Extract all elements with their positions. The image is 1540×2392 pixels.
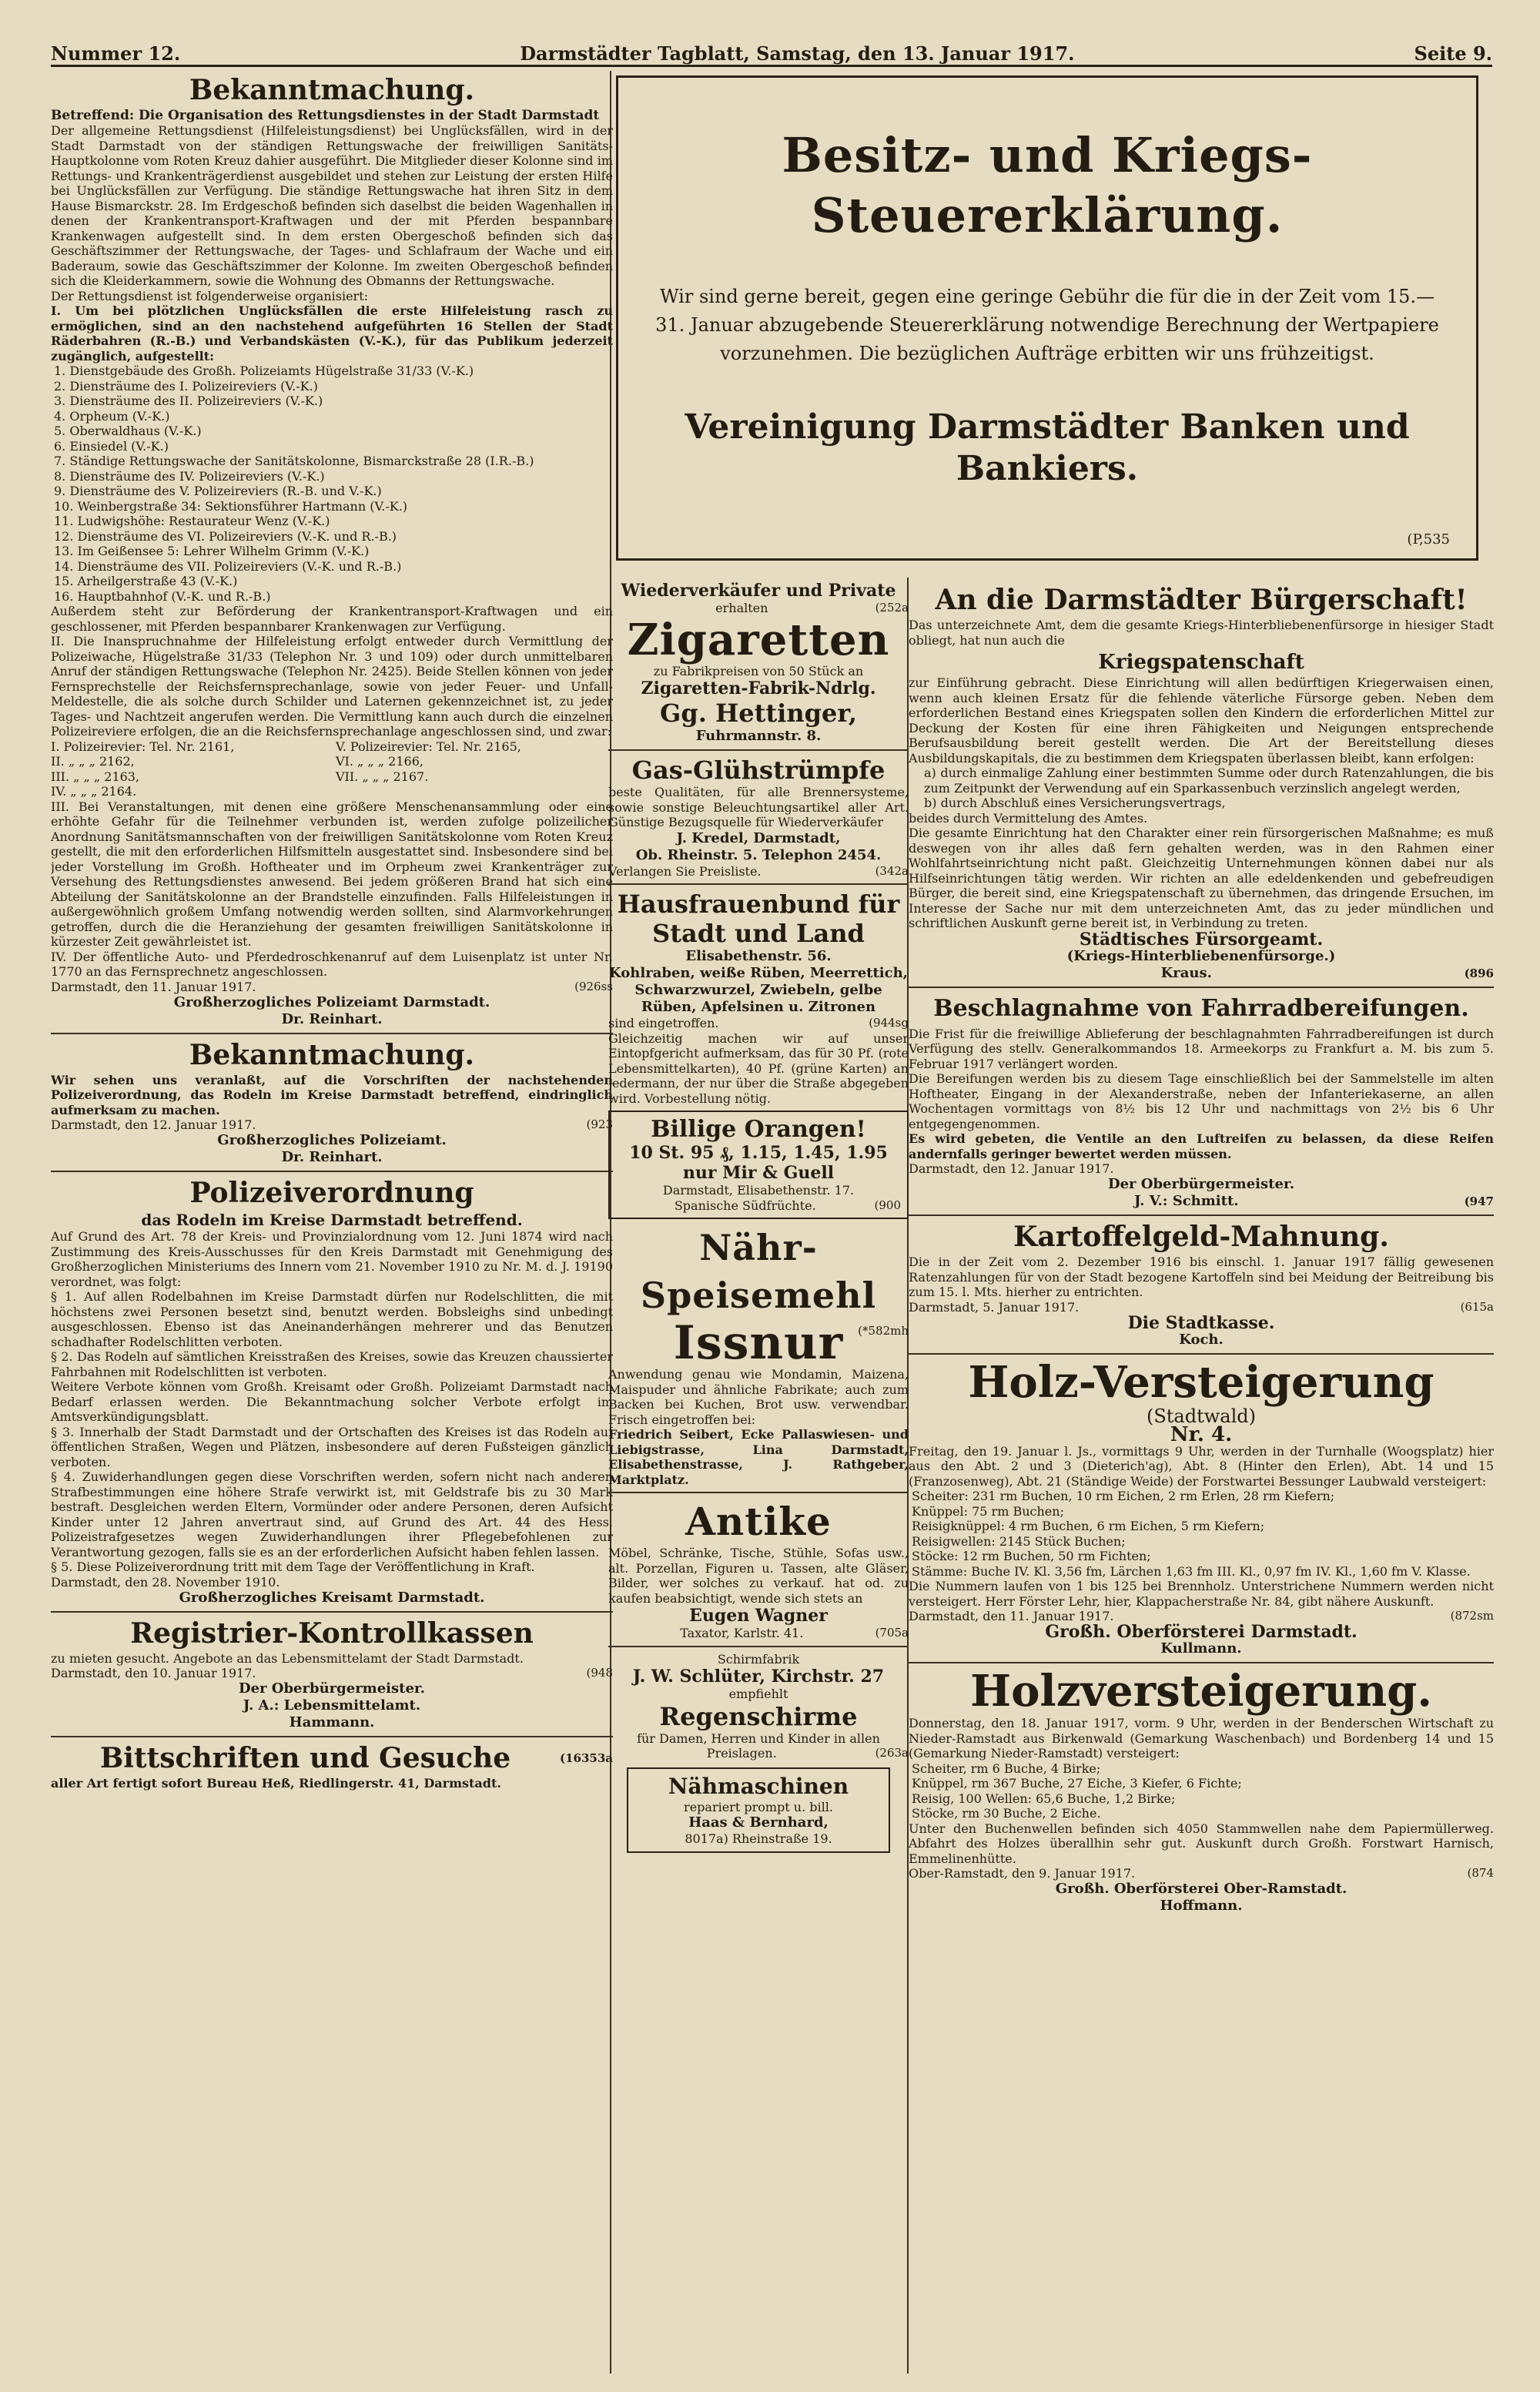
notice-paragraph: Der Rettungsdienst ist folgenderweise organisiert: [51,288,369,303]
notice-paragraph: § 5. Diese Polizeiverordnung tritt mit dem Tage der Veröffentlichung in Kraft. [51,1559,535,1574]
notice-date-line [51,980,613,994]
ad-headline: Besitz- und Kriegs-Steuererklärung. [782,127,1313,243]
notice-date: Darmstadt, den 12. Januar 1917. [51,1117,256,1132]
notice-date-line [909,1866,1494,1881]
ad-brand: Issnur [673,1316,844,1370]
notice-date: Darmstadt, den 11. Januar 1917. [51,979,256,994]
ad-text: Möbel, Schränke, Tische, Stühle, Sofas usw., alt. Porzellan, Figuren u. Tassen, alte Gläser, Bilder, wer solches zu verkauf. hat od. zu kaufen beabsichtigt, wende sich stets an [608,1546,909,1606]
ad-line [608,1626,909,1641]
ad-title: Bittschriften und Gesuche [99,1742,511,1774]
middle-column [608,581,909,2375]
notice-code: (923 [586,1117,613,1131]
list-item: Knüppel, rm 367 Buche, 27 Eiche, 3 Kiefer, 6 Fichte; [912,1776,1242,1791]
notice-paragraph: Auf Grund des Art. 78 der Kreis- und Provinzialordnung vom 12. Juni 1874 wird nach Zustimmung des Kreis-Ausschusses für den Kreis Darmstadt mit Genehmigung des Großherzoglichen Ministeriums des Innern vom 21. November 1910 zu Nr. M. d. J. 19190 verordnet, was folgt: [51,1229,613,1289]
notice-signature: Der Oberbürgermeister. [1107,1176,1295,1192]
notice-paragraph: § 1. Auf allen Rodelbahnen im Kreise Darmstadt dürfen nur Rodelschlitten, die mit höchstens zwei Personen besetzt sind, benutzt werden. Bobsleighs sind unbedingt ausgeschlossen. Ebenso ist das Aneinanderhängen mehrerer und das Benutzen schadhafter Rodelschlitten verboten. [51,1289,613,1349]
list-item: 9. Diensträume des V. Polizeireviers (R.-B. und V.-K.) [54,484,382,498]
notice-signature: Dr. Reinhart. [281,1149,383,1165]
notice-paragraph: Es wird gebeten, die Ventile an den Luftreifen zu belassen, da diese Reifen andernfalls geringer bewertet werden müssen. [909,1131,1494,1161]
notice-date-line [51,1666,613,1680]
page-header [51,37,1492,67]
notice-code: (874 [1467,1866,1494,1880]
ad-text: zu Fabrikpreisen von 50 Stück an [653,663,864,678]
ad-items: Kohlraben, weiße Rüben, Meerrettich, Schwarzwurzel, Zwiebeln, gelbe Rüben, Apfelsinen u. Zitronen [609,965,908,1015]
list-item: 8. Diensträume des IV. Polizeireviers (V.-K.) [54,468,325,484]
ad-text: Spanische Südfrüchte. [674,1198,816,1213]
ad-text: für Damen, Herren und Kinder in allen Preislagen. [637,1730,880,1760]
notice-date: Ober-Ramstadt, den 9. Januar 1917. [909,1866,1136,1881]
divider [909,1662,1494,1663]
notice-title: Kartoffelgeld-Mahnung. [1013,1221,1389,1253]
notice-paragraph: Die Nummern laufen von 1 bis 125 bei Brennholz. Unterstrichene Nummern werden nicht versteigert. Herr Förster Lehr, hier, Klappacherstraße Nr. 84, gibt nähere Auskunft. [909,1579,1494,1609]
notice-signature: Großherzogliches Polizeiamt. [217,1132,447,1148]
list-item: 10. Weinbergstraße 34: Sektionsführer Hartmann (V.-K.) [54,498,408,514]
notice-paragraph: aller Art fertigt sofort Bureau Heß, Riedlingerstr. 41, Darmstadt. [51,1776,501,1791]
notice-code: (947 [1464,1194,1494,1208]
list-item: 7. Ständige Rettungswache der Sanitätskolonne, Bismarckstraße 28 (I.R.-B.) [54,454,534,468]
ad-text: beste Qualitäten, für alle Brennersysteme, sowie sonstige Beleuchtungsartikel aller Art. Günstige Bezugsquelle für Wiederverkäufer [608,785,909,829]
tax-declaration-advertisement [616,75,1478,561]
potato-money-notice [909,1221,1494,1348]
list-item: 5. Oberwaldhaus (V.-K.) [54,424,202,438]
notice-date-line [51,1117,613,1132]
ad-line [608,1731,909,1761]
ad-code: (342a [875,863,909,878]
list-item: Reisig, 100 Wellen: 65,6 Buche, 1,2 Birke; [912,1791,1176,1806]
ad-code: (*582mh [858,1324,909,1338]
notice-signature: Großh. Oberförsterei Ober-Ramstadt. [1055,1881,1348,1897]
notice-date: Darmstadt, 5. Januar 1917. [909,1299,1080,1315]
list-item: 14. Diensträume des VII. Polizeireviers (V.-K. und R.-B.) [54,558,402,574]
list-item: Stöcke, rm 30 Buche, 2 Eiche. [912,1806,1101,1821]
ad-firm: nur Mir & Guell [682,1163,835,1183]
list-item: 15. Arheilgerstraße 43 (V.-K.) [54,574,238,588]
notice-subject: Betreffend: Die Organisation des Rettungsdienstes in der Stadt Darmstadt [51,108,600,123]
notice-paragraph: § 3. Innerhalb der Stadt Darmstadt und der Ortschaften des Kreises ist das Rodeln auf öffentlichen Straßen, Wegen und Plätzen, insbesondere auf deren Fußsteigen gänzlich verboten. [51,1424,613,1469]
petitions-ad [51,1742,613,1791]
notice-date: Darmstadt, den 28. November 1910. [51,1574,280,1590]
ad-code: 8017a) [685,1831,728,1846]
sewing-machines-ad [627,1767,890,1853]
notice-title: Holzversteigerung. [970,1666,1432,1717]
ad-line [608,601,909,616]
divider [51,1033,613,1034]
umbrellas-ad [608,1652,909,1761]
ad-line [634,1831,882,1847]
masthead-line: Darmstädter Tagblatt, Samstag, den 13. Januar 1917. [520,42,1075,65]
ad-text: sind eingetroffen. [608,1016,719,1030]
ad-line [608,864,909,879]
ad-code: (263a [875,1746,909,1760]
notice-code: (16353a [559,1751,613,1765]
notice-paragraph: zu mieten gesucht. Angebote an das Lebensmittelamt der Stadt Darmstadt. [51,1650,524,1666]
ad-name: Gg. Hettinger, [660,699,857,728]
notice-paragraph: Die Bereifungen werden bis zu diesem Tage einschließlich bei der Sammelstelle im alten Hoftheater, Eingang in der Alexanderstraße, neben der Infanteriekaserne, an allen Wochentagen vormittags von 8½ bis 12 Uhr und nachmittags von 2½ bis 6 Uhr entgegengenommen. [909,1071,1494,1131]
divider [909,1353,1494,1355]
list-item: 12. Diensträume des VI. Polizeireviers (V.-K. und R.-B.) [54,528,397,544]
divider [608,1646,909,1647]
ad-head: Schirmfabrik [717,1651,800,1667]
list-item: Scheiter: 231 rm Buchen, 10 rm Eichen, 2 rm Erlen, 28 rm Kiefern; [912,1489,1335,1503]
notice-signature: Der Oberbürgermeister. [238,1680,426,1697]
bicycle-tires-notice [909,993,1494,1211]
left-column [51,71,613,2374]
ad-firm: Haas & Bernhard, [688,1814,829,1831]
notice-title: Polizeiverordnung [189,1177,474,1209]
ad-address: Fuhrmannstr. 8. [695,728,822,744]
notice-signature: Großh. Oberförsterei Darmstadt. [1045,1622,1358,1642]
notice-paragraph: b) durch Abschluß eines Versicherungsvertrags, [924,796,1226,810]
notice-signature: Koch. [1179,1331,1224,1348]
notice-paragraph: § 2. Das Rodeln auf sämtlichen Kreisstraßen des Kreises, sowie das Kreuzen chaussierter Fahrbahnen mit Rodelschlitten ist verboten. [51,1349,613,1379]
notice-paragraph: Weitere Verbote können vom Großh. Kreisamt oder Großh. Polizeiamt Darmstadt nach Bedarf erlassen werden. Die Bekanntmachung solcher Verbote erfolgt im Amtsverkündigungsblatt. [51,1379,613,1424]
notice-title: Holz-Versteigerung [968,1356,1435,1408]
ad-footer: Vereinigung Darmstädter Banken und Bankiers. [685,407,1410,488]
ad-title: Nähr-Speisemehl [640,1227,877,1316]
ad-code: (944sg [869,1016,909,1030]
notice-signature: J. A.: Lebensmittelamt. [243,1697,421,1714]
notice-signature: Die Stadtkasse. [1127,1312,1275,1333]
table-cell: II. „ „ „ 2162, [51,754,135,769]
list-item: 2. Diensträume des I. Polizeireviers (V.-K.) [54,378,318,394]
ad-title: Nähmaschinen [668,1773,849,1799]
wood-auction-notice [909,1356,1494,1658]
cash-register-notice [51,1617,613,1732]
notice-signature: Großherzogliches Kreisamt Darmstadt. [179,1589,485,1606]
ad-name: Eugen Wagner [689,1606,828,1626]
ad-title: Hausfrauenbund für Stadt und Land [617,889,900,948]
ad-sub: empfiehlt [728,1687,788,1701]
notice-paragraph: Die Frist für die freiwillige Ablieferung der beschlagnahmten Fahrradbereifungen ist durch Verfügung des stellv. Generalkommandos 18. Armeekorps zu Frankfurt a. M. bis zum 5. Februar 1917 verlängert worden. [909,1026,1494,1071]
divider [909,987,1494,988]
antiques-ad [608,1498,909,1641]
notice-paragraph: Wir sehen uns veranlaßt, auf die Vorschriften der nachstehenden Polizeiverordnung, das Rodeln im Kreise Darmstadt betreffend, eindringlich aufmerksam zu machen. [51,1072,613,1117]
list-item: Reisigknüppel: 4 rm Buchen, 6 rm Eichen, 5 rm Kiefern; [912,1519,1265,1533]
notice-paragraph: Außerdem steht zur Beförderung der Krankentransport-Kraftwagen und ein geschlossener, mit Pferden bespannbarer Krankenwagen zur Verfügung. [51,604,613,634]
sledding-notice [51,1039,613,1167]
right-column [909,581,1494,2375]
notice-date: Darmstadt, den 12. Januar 1917. [909,1161,1114,1176]
wood-auction-notice-2 [909,1668,1494,1915]
notice-title: Bekanntmachung. [189,1038,475,1071]
ad-line [608,1316,909,1370]
table-cell: V. Polizeirevier: Tel. Nr. 2165, [336,739,521,754]
table-cell: III. „ „ „ 2163, [51,769,140,784]
gas-mantles-ad [608,755,909,879]
notice-paragraph: Das unterzeichnete Amt, dem die gesamte Kriegs-Hinterbliebenenfürsorge in hiesiger Stadt obliegt, hat nun auch die [909,618,1494,648]
ad-firm: J. Kredel, Darmstadt, [676,829,841,846]
notice-paragraph: a) durch einmalige Zahlung einer bestimmten Summe oder durch Ratenzahlungen, die bis zum Zeitpunkt der Verwendung auf ein Sparkassenbuch verzinslich angelegt werden, [924,766,1494,796]
notice-code: (872sm [1450,1609,1494,1623]
notice-paragraph: I. Um bei plötzlichen Unglücksfällen die erste Hilfeleistung rasch zu ermöglichen, sind an den nachstehend aufgeführten 16 Stellen der Stadt Räderbahren (R.-B.) und Verbandskästen (V.-K.), für das Publikum jederzeit zugänglich, aufgestellt: [51,303,613,363]
ad-address: Ob. Rheinstr. 5. Telephon 2454. [635,846,882,863]
notice-paragraph: Donnerstag, den 18. Januar 1917, vorm. 9 Uhr, werden in der Benderschen Wirtschaft zu Nieder-Ramstadt aus Birkenwald (Gemarkung Waschenbach) und Bordenberg 14 und 15 (Gemarkung Nieder-Ramstadt) versteigert: [909,1716,1494,1760]
notice-signature: Kullmann. [1160,1640,1242,1657]
divider [909,1214,1494,1216]
ad-title: Antike [685,1499,832,1544]
notice-subtitle: das Rodeln im Kreise Darmstadt betreffend. [141,1211,523,1229]
ad-address: Rheinstraße 19. [732,1831,832,1846]
table-cell: I. Polizeirevier: Tel. Nr. 2161, [51,739,235,754]
notice-signature: Kraus. [1160,964,1212,981]
ad-title: Gas-Glühstrümpfe [631,755,886,785]
notice-title: An die Darmstädter Bürgerschaft! [935,584,1468,616]
notice-signature-line [909,1193,1494,1210]
divider [51,1171,613,1172]
ad-text: Friedrich Seibert, Ecke Pallaswiesen- und Liebigstrasse, Lina Darmstadt, Elisabethenstrasse, J. Rathgeber, Marktplatz. [608,1427,909,1487]
ad-body: Wir sind gerne bereit, gegen eine geringe Gebühr die für die in der Zeit vom 15.—31. Januar abzugebende Steuererklärung notwendige Berechnung der Wertpapiere vorzunehmen. Die bezüglichen Aufträge erbitten wir uns frühzeitigst. [655,286,1439,364]
list-item: 11. Ludwigshöhe: Restaurateur Wenz (V.-K.) [54,514,330,528]
notice-signature: (Kriegs-Hinterbliebenenfürsorge.) [1066,947,1336,964]
ad-address: Taxator, Karlstr. 41. [680,1626,804,1640]
notice-title: Bekanntmachung. [189,74,475,106]
wood-list [909,1489,1494,1579]
ad-address: Darmstadt, Elisabethenstr. 17. [662,1183,855,1198]
issue-number: Nummer 12. [51,42,181,65]
ad-sub: erhalten [715,601,768,615]
notice-paragraph: Der allgemeine Rettungsdienst (Hilfeleistungsdienst) bei Unglücksfällen, wird in der Stadt Darmstadt von der ständigen Rettungswache der freiwilligen Sanitäts-Hauptkolonne vom Roten Kreuz dahier ausgeführt. Die Mitglieder dieser Kolonne sind im Rettungs- und Krankenträgerdienst ausgebildet und stehen zur Leistung der ersten Hilfe bei Unglücksfällen zur Verfügung. Die ständige Rettungswache hat ihren Sitz in dem Hause Bismarckstr. 28. Im Erdgeschoß befinden sich daselbst die beiden Wagenhallen in denen der Krankentransport-Kraftwagen und der mit Pferden bespannbare Krankenwagen aufgestellt sind. In dem ersten Obergeschoß befinden sich das Geschäftszimmer der Rettungswache, der Tages- und Schlafraum der Wache und ein Baderaum, sowie das Geschäftszimmer der Kolonne. Im zweiten Obergeschoß befinden sich die Kleiderkammern, sowie die Wohnung des Obmanns der Rettungswache. [51,123,613,288]
list-item: 13. Im Geißensee 5: Lehrer Wilhelm Grimm (V.-K.) [54,544,370,558]
war-sponsorship-notice [909,584,1494,982]
ad-text: Anwendung genau wie Mondamin, Maizena, Maispuder und ähnliche Fabrikate; auch zum Backen bei Kuchen, Brot usw. verwendbar. Frisch eingetroffen bei: [608,1367,909,1427]
ad-text: Verlangen Sie Preisliste. [608,863,762,879]
ad-text: Gleichzeitig machen wir auf unser Eintopfgericht aufmerksam, das für 30 Pf. (rote Lebensmittelkarten), 40 Pf. (grüne Karten) an jedermann, der nur über die Straße abgegeben wird. Vorbestellung nötig. [608,1030,909,1106]
housewives-league-ad [608,889,909,1106]
wood-list [909,1761,1494,1821]
list-item: 1. Dienstgebäude des Großh. Polizeiamts Hügelstraße 31/33 (V.-K.) [54,363,474,378]
notice-paragraph: Freitag, den 19. Januar l. Js., vormittags 9 Uhr, werden in der Turnhalle (Woogsplatz) hier aus den Abt. 2 und 3 (Dieterich'ag), Abt. 8 (Hinter den Erlen), Abt. 14 und 15 (Franzosenweg), Abt. 21 (Ständige Weide) der Forstwartei Bessunger Laubwald versteigert: [909,1443,1494,1489]
ad-code: (P,535 [1407,531,1450,548]
ad-firm: J. W. Schlüter, Kirchstr. 27 [632,1667,885,1687]
list-item: 3. Diensträume des II. Polizeireviers (V.-K.) [54,394,323,408]
notice-subtitle: (Stadtwald) [1146,1405,1257,1427]
divider [608,883,909,885]
oranges-ad [608,1111,909,1219]
notice-date-line [909,1300,1494,1315]
ad-title: Billige Orangen! [651,1116,866,1143]
list-item: Stöcke: 12 rm Buchen, 50 rm Fichten; [912,1549,1151,1563]
ad-prices: 10 St. 95 ₰, 1.15, 1.45, 1.95 [629,1143,888,1163]
notice-signature: Großherzogliches Polizeiamt Darmstadt. [173,993,490,1010]
ad-title: Regenschirme [659,1701,858,1731]
notice-title: Beschlagnahme von Fahrradbereifungen. [933,994,1469,1022]
notice-paragraph: zur Einführung gebracht. Diese Einrichtung will allen bedürftigen Kriegerwaisen einen, wenn auch kleinen Ersatz für die fehlende väterliche Fürsorge geben. Neben dem erforderlichen Bestand eines Kriegspaten sollen den Kindern die erforderlichen Mittel zur Deckung der Kosten für eine ihren Fähigkeiten und Neigungen entsprechende Berufsausbildung bereit gestellt werden. Die Art der Bereitstellung dieses Ausbildungskapitals, die zu bestimmen dem Kriegspaten überlassen bleibt, kann erfolgen: [909,675,1494,766]
ad-text: repariert prompt u. bill. [684,1799,833,1814]
ad-code: (252a [875,601,909,615]
ad-title: Zigaretten [627,614,890,665]
list-item: Knüppel: 75 rm Buchen; [912,1503,1064,1519]
notice-code: (948 [586,1666,613,1680]
ad-code: (900 [874,1198,901,1212]
notice-date: Darmstadt, den 10. Januar 1917. [51,1666,256,1680]
notice-code: (615a [1460,1299,1494,1314]
notice-paragraph: IV. Der öffentliche Auto- und Pferdedroschkenanruf auf dem Luisenplatz ist unter Nr. 1770 an das Fernsprechnetz angeschlossen. [51,949,613,979]
notice-title [51,1742,613,1774]
ad-code: (705a [875,1626,909,1640]
notice-signature-line [909,965,1494,982]
list-item: 16. Hauptbahnhof (V.-K. und R.-B.) [54,588,271,604]
flour-ad [608,1224,909,1487]
table-cell [336,784,613,799]
ad-address: Elisabethenstr. 56. [685,948,832,964]
ad-line [608,1016,909,1031]
ad-firm: Zigaretten-Fabrik-Ndrlg. [641,678,876,699]
telephone-table [51,739,613,799]
table-cell: VII. „ „ „ 2167. [336,769,429,784]
police-ordinance [51,1177,613,1606]
divider [51,1736,613,1737]
notice-signature: Dr. Reinhart. [281,1010,383,1027]
notice-paragraph: beides durch Vermittelung des Amtes. [909,810,1148,826]
rescue-service-notice [51,74,613,1028]
list-item: 6. Einsiedel (V.-K.) [54,438,169,454]
notice-paragraph: II. Die Inanspruchnahme der Hilfeleistung erfolgt entweder durch Vermittlung der Polizeiwache, Hügelstraße 31/33 (Telephon Nr. 3 und 109) oder durch unmittelbaren Anruf der ständigen Rettungswache (Telephon Nr. 2425). Beide Stellen können von jeder Fernsprechstelle der Reichsfernsprechanlage, sowie von jeder Feuer- und Unfall-Meldestelle, die als solche durch Schilder und Laternen gekennzeichnet ist, zu jeder Tages- und Nachtzeit angerufen werden. Die Vermittlung kann auch durch die einzelnen Polizeireviere erfolgen, die an die Reichsfernsprechanlage angeschlossen sind, und zwar: [51,634,613,739]
notice-paragraph: Die gesamte Einrichtung hat den Charakter einer rein fürsorgerischen Maßnahme; es muß deswegen von ihr alles daß fern gehalten werden, was in den Rahmen einer Wohlfahrtseinrichtung nicht paßt. Gleichzeitig Unternehmungen können dabei nur als Hilfseinrichtungen tätig werden. Wir richten an alle edeldenkenden und gebefreudigen Bürger, die bereit sind, eine Kriegspatenschaft zu übernehmen, das dringende Ersuchen, im Interesse der Sache nur mit dem unterzeichneten Amt, das zu jeder mündlichen und schriftlichen Auskunft gerne bereit ist, in Verbindung zu treten. [909,826,1494,930]
divider [608,749,909,751]
notice-signature: Hoffmann. [1160,1898,1243,1914]
notice-title: Registrier-Kontrollkassen [130,1616,534,1650]
notice-signature: J. V.: Schmitt. [1134,1193,1239,1209]
ad-line [616,1198,901,1214]
notice-paragraph: § 4. Zuwiderhandlungen gegen diese Vorschriften werden, sofern nicht nach anderen Strafbestimmungen eine höhere Strafe verwirkt ist, mit Geldstrafe bis zu 30 Mark bestraft. Desgleichen werden Eltern, Vormünder oder andere Personen, deren Aufsicht Kinder unter 12 Jahren anvertraut sind, auf Grund des Art. 44 des Hess. Polizeistrafgesetzes wegen Zuwiderhandlungen ihrer Pflegebefohlenen zur Verantwortung gezogen, falls sie es an der erforderlichen Aufsicht haben fehlen lassen. [51,1469,613,1559]
list-item: Scheiter, rm 6 Buche, 4 Birke; [912,1760,1101,1776]
list-item: Reisigwellen: 2145 Stück Buchen; [912,1533,1126,1549]
notice-number: Nr. 4. [1170,1422,1233,1446]
page-number: Seite 9. [1414,42,1492,65]
list-item: 4. Orpheum (V.-K.) [54,408,170,424]
list-item: Stämme: Buche IV. Kl. 3,56 fm, Lärchen 1,63 fm III. Kl., 0,97 fm IV. Kl., 1,60 fm V. Klasse. [912,1563,1471,1579]
divider [51,1611,613,1613]
table-cell: IV. „ „ „ 2164. [51,784,137,799]
station-list [51,363,613,604]
notice-paragraph: Die in der Zeit vom 2. Dezember 1916 bis einschl. 1. Januar 1917 fällig gewesenen Ratenzahlungen für von der Stadt bezogene Kartoffeln sind bei Meidung der Beitreibung bis zum 15. l. Mts. hierher zu entrichten. [909,1255,1494,1299]
notice-paragraph: Unter den Buchenwellen befinden sich 4050 Stammwellen nahe dem Papiermüllerweg. Abfahrt des Holzes überallhin sehr gut. Auskunft durch Großh. Forstwart Harnisch, Emmelinenhütte. [909,1821,1494,1866]
notice-code: (926ss [574,979,613,993]
notice-code: (896 [1464,966,1494,980]
notice-date: Darmstadt, den 11. Januar 1917. [909,1609,1114,1623]
notice-signature: Städtisches Fürsorgeamt. [1079,929,1324,950]
table-cell: VI. „ „ „ 2166, [336,754,424,769]
notice-signature: Hammann. [289,1714,375,1730]
cigarettes-ad [608,581,909,745]
divider [608,1492,909,1493]
ad-head: Wiederverkäufer und Private [621,581,896,601]
notice-paragraph: III. Bei Veranstaltungen, mit denen eine größere Menschenansammlung oder eine erhöhte Gefahr für die Teilnehmer verbunden ist, werden zufolge polizeilicher Anordnung Sanitätsmannschaften von der freiwilligen Sanitätskolonne vom Roten Kreuz gestellt, die mit den erforderlichen Hilfsmitteln ausgestattet sind. Insbesondere sind bei jeder Vorstellung im Großh. Hoftheater und im Orpheum zwei Krankenträger zur Versehung des Rettungsdienstes anwesend. Bei jedem größeren Brand hat sich eine Abteilung der Sanitätskolonne an der Brandstelle einzufinden. Falls Hilfeleistungen in außergewöhnlich großem Umfang notwendig werden sollten, sind Alarmvorkehrungen getroffen, durch die die Heranziehung der gesamten freiwilligen Sanitätskolonne in kürzester Zeit gewährleistet ist. [51,799,613,949]
notice-subtitle: Kriegspatenschaft [1098,651,1304,674]
